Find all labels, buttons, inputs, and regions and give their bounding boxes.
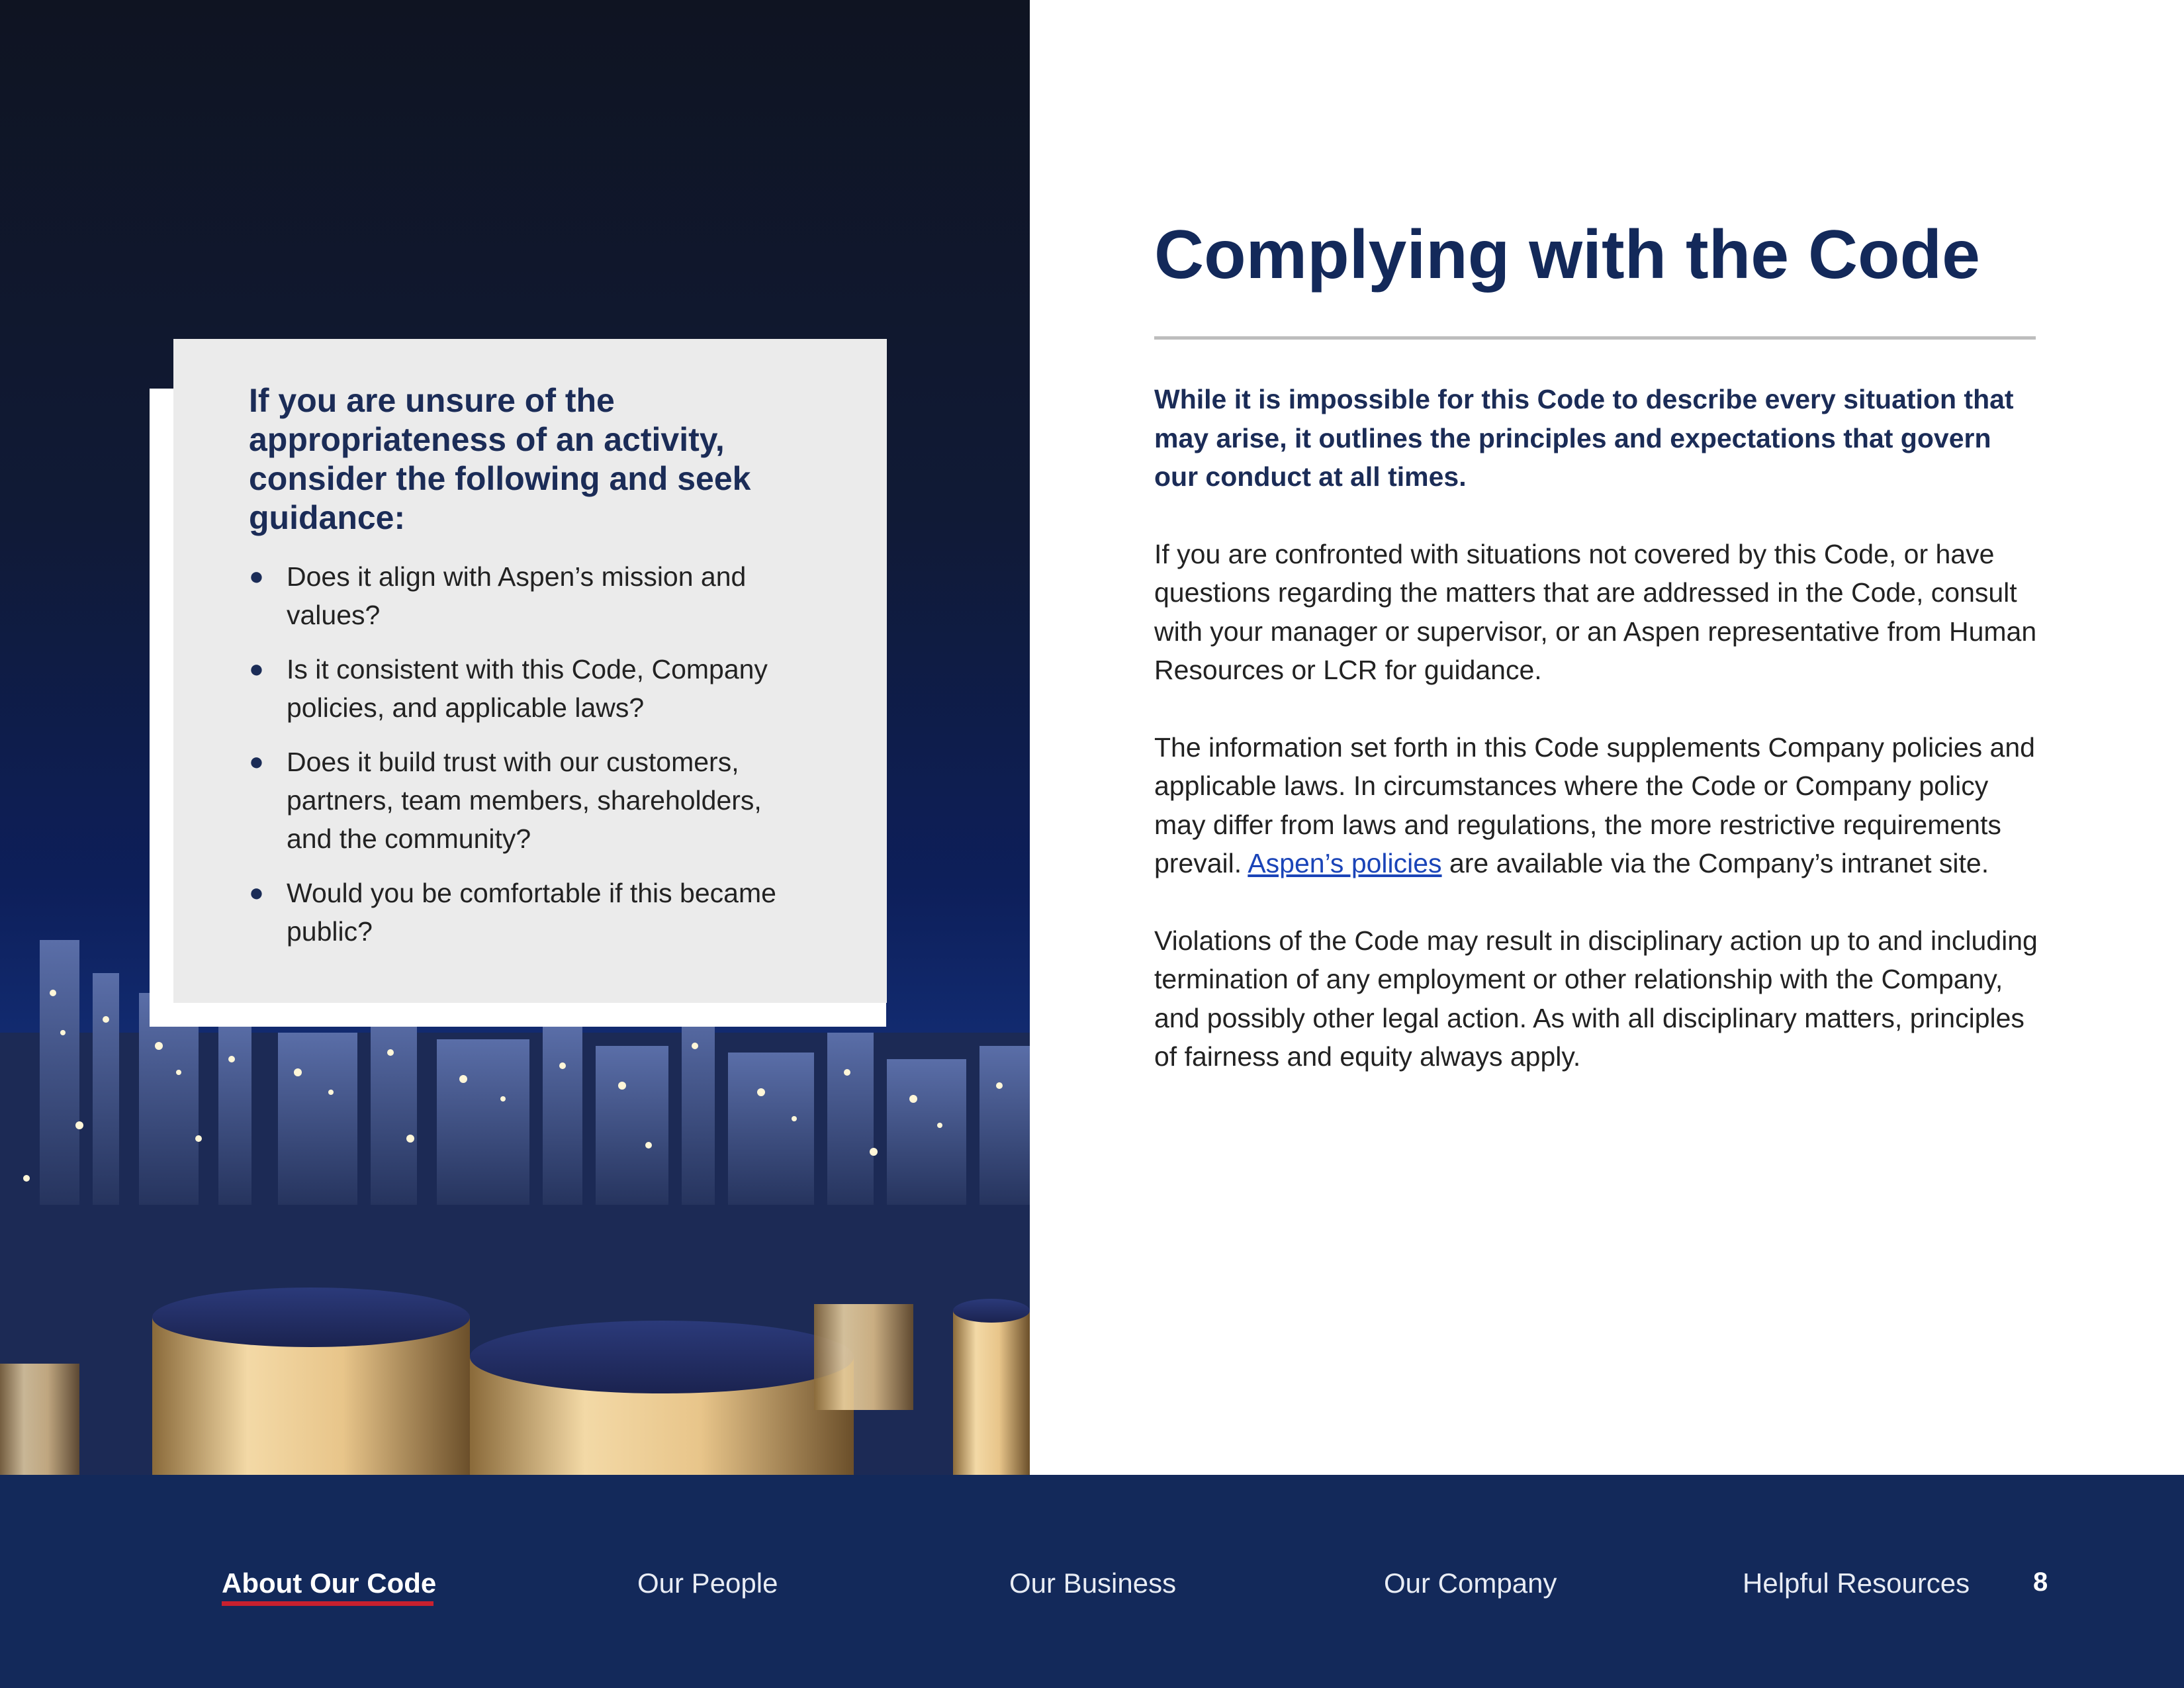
nav-our-people[interactable]: Our People xyxy=(637,1568,778,1599)
page-number: 8 xyxy=(2033,1568,2048,1597)
nav-helpful-resources[interactable]: Helpful Resources xyxy=(1743,1568,1970,1599)
list-item: ● Would you be comfortable if this became public? xyxy=(249,874,803,951)
active-nav-indicator xyxy=(222,1601,433,1606)
nav-our-company[interactable]: Our Company xyxy=(1384,1568,1557,1599)
paragraph: Violations of the Code may result in disciplinary action up to and including termination of any employment or other relationship with the Company, and possibly other legal action. As with all disciplinary matters, principles of fairness and equity always apply. xyxy=(1154,925,2038,1072)
body-text xyxy=(1154,380,2041,1115)
list-item: ● Does it build trust with our customers, partners, team members, shareholders, and the community? xyxy=(249,743,803,858)
aspen-policies-link[interactable]: Aspen’s policies xyxy=(1248,848,1442,878)
bullet-icon: ● xyxy=(249,655,264,683)
nav-our-business[interactable]: Our Business xyxy=(1009,1568,1177,1599)
paragraph: If you are confronted with situations not covered by this Code, or have questions regarding the matters that are addressed in the Code, consult with your manager or supervisor, or an Aspen representative from Human Resources or LCR for guidance. xyxy=(1154,538,2037,685)
guidance-callout xyxy=(173,339,887,1003)
list-item: ● Is it consistent with this Code, Company policies, and applicable laws? xyxy=(249,650,803,727)
bullet-icon: ● xyxy=(249,563,264,590)
bullet-icon: ● xyxy=(249,879,264,907)
callout-heading: If you are unsure of the appropriateness of an activity, consider the following and seek guidance: xyxy=(249,382,751,536)
lead-paragraph: While it is impossible for this Code to describe every situation that may arise, it outlines the principles and expectations that govern our conduct at all times. xyxy=(1154,384,2014,492)
paragraph: The information set forth in this Code supplements Company policies and applicable laws. In circumstances where the Code or Company policy may differ from laws and regulations, the more restrictive requirements prevail. Aspen’s policies are available via the Company’s intranet site. xyxy=(1154,731,2035,878)
nav-about-our-code[interactable]: About Our Code xyxy=(222,1568,437,1599)
title-divider xyxy=(1154,336,2036,340)
bullet-icon: ● xyxy=(249,748,264,776)
guidance-list xyxy=(249,557,821,951)
page-title: Complying with the Code xyxy=(1154,216,1980,293)
list-item: ● Does it align with Aspen’s mission and values? xyxy=(249,557,803,634)
